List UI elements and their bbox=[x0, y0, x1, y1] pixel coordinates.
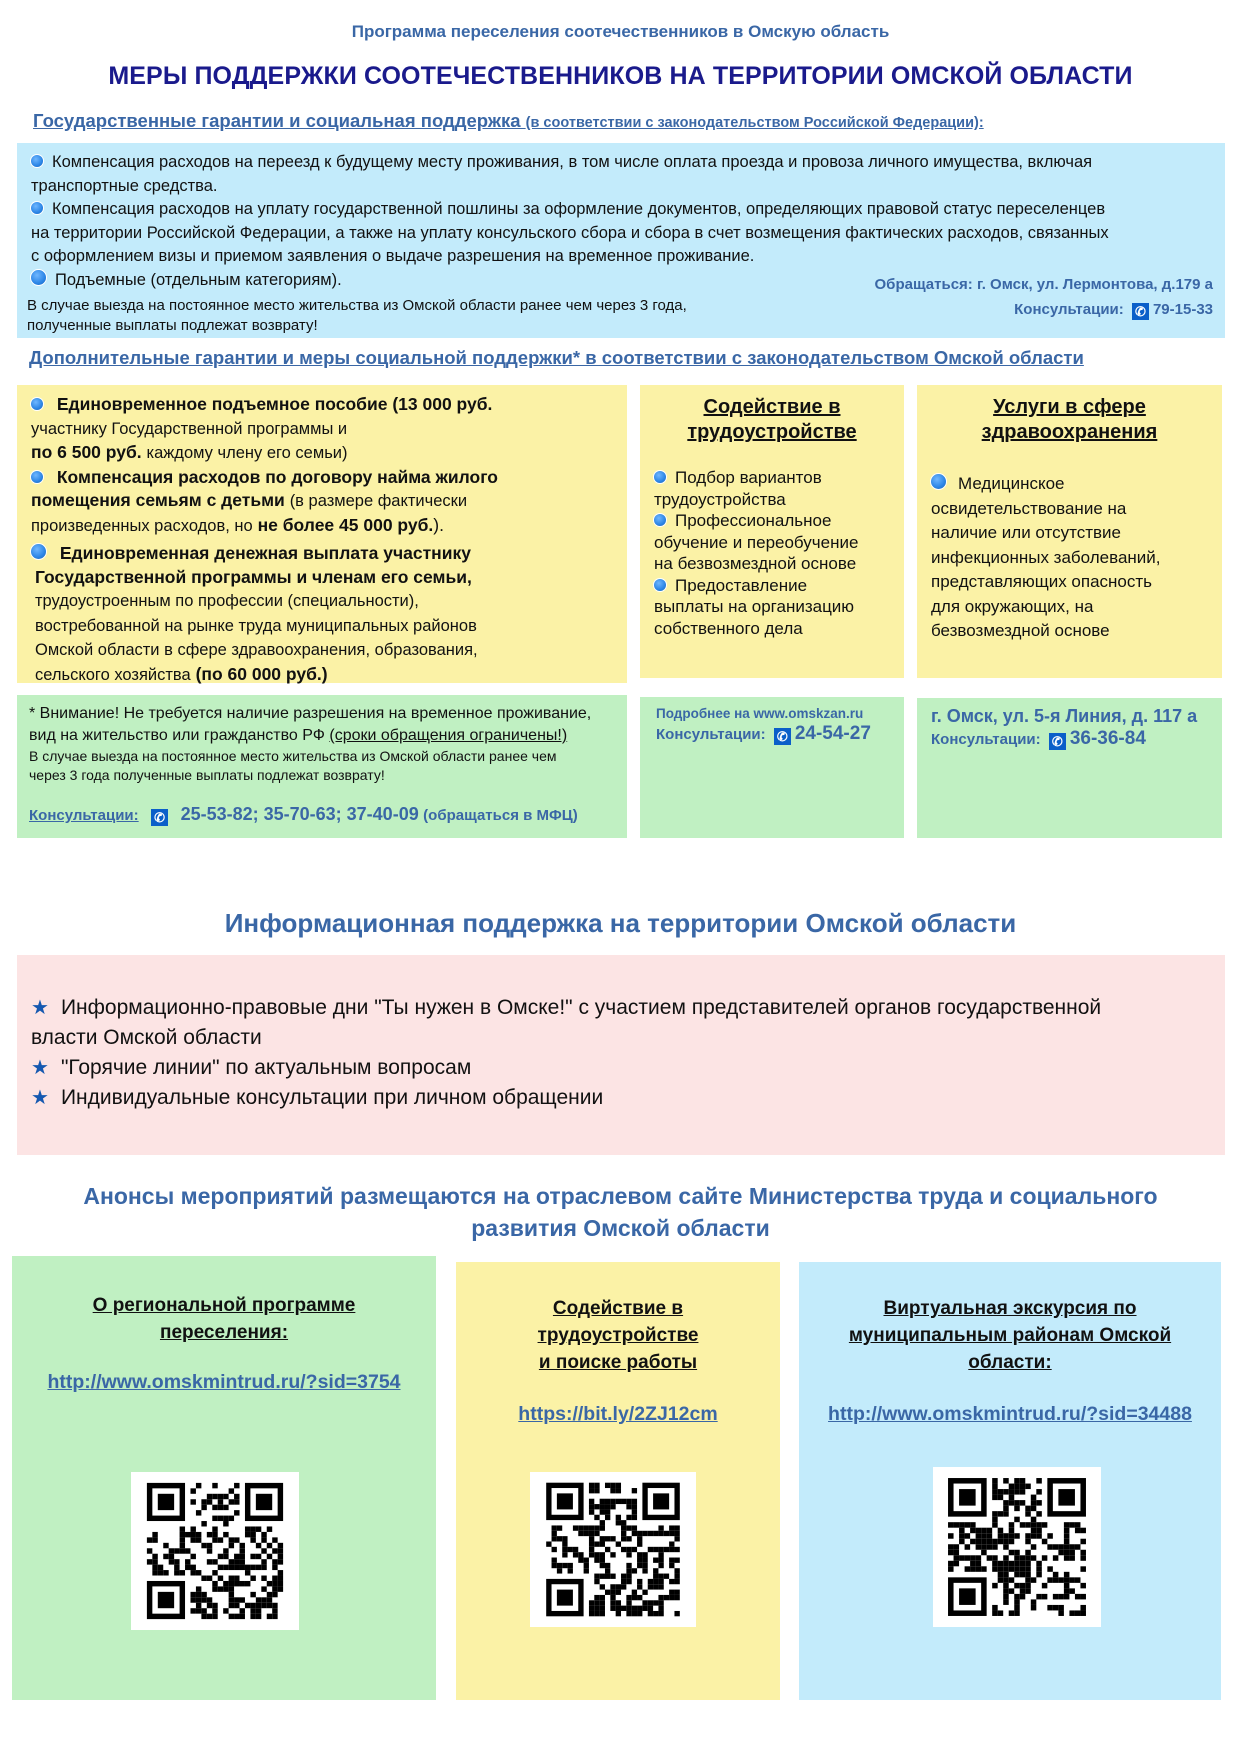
payment-title: Единовременное подъемное пособие bbox=[56, 394, 388, 414]
health-consult bbox=[931, 728, 1208, 750]
employment-item-text: трудоустройства bbox=[654, 489, 786, 509]
payment-text: сельского хозяйства bbox=[35, 665, 191, 684]
announcements-heading bbox=[0, 1180, 1241, 1244]
notice-refund bbox=[29, 747, 615, 785]
bullet-icon bbox=[654, 579, 666, 591]
notice-line: через 3 года полученные выплаты подлежат возврату! bbox=[29, 767, 385, 783]
payment-title: помещения семьям с детьми bbox=[31, 490, 285, 510]
qr-code-icon[interactable] bbox=[933, 1467, 1101, 1627]
payment-text: ). bbox=[433, 514, 444, 535]
federal-item-text: на территории Российской Федерации, а также на уплату консульского сбора и сбора в счет возмещения фактических расходов, связанных bbox=[31, 223, 1109, 242]
federal-consult bbox=[875, 297, 1213, 322]
federal-heading-note: (в соответствии с законодательством Российской Федерации): bbox=[525, 115, 984, 131]
link-title-line: и поиске работы bbox=[538, 1352, 698, 1373]
payment-amount: по 6 500 руб. bbox=[31, 442, 142, 462]
payment-title: Единовременная денежная выплата участнику bbox=[59, 543, 471, 563]
link-title-line: Содействие в bbox=[552, 1298, 684, 1319]
employment-title bbox=[640, 395, 904, 445]
employment-item-text: выплаты на организацию bbox=[654, 597, 855, 616]
link-title-line: области: bbox=[968, 1352, 1052, 1373]
info-support-heading: Информационная поддержка на территории Омской области bbox=[224, 908, 1017, 938]
info-item-text: "Горячие линии" по актуальным вопросам bbox=[60, 1056, 472, 1079]
program-subtitle: Программа переселения соотечественников в Омскую область bbox=[351, 22, 890, 41]
link-card-program bbox=[12, 1256, 436, 1700]
consult-label: Консультации: bbox=[29, 807, 139, 824]
regional-payments-box bbox=[17, 385, 627, 683]
notice-box bbox=[17, 695, 627, 838]
health-line: представляющих опасность bbox=[931, 572, 1153, 591]
payment-text: (в размере фактически bbox=[289, 492, 468, 510]
employment-title-line: Содействие в bbox=[703, 396, 841, 418]
star-icon: ★ bbox=[31, 1087, 49, 1109]
bullet-icon bbox=[31, 471, 43, 483]
employment-item bbox=[654, 467, 890, 510]
info-item bbox=[31, 993, 1211, 1053]
employment-list bbox=[640, 445, 904, 639]
bullet-icon bbox=[31, 270, 46, 285]
federal-support-box bbox=[17, 143, 1225, 338]
employment-item-text: Подбор вариантов bbox=[675, 468, 822, 487]
qr-code-icon[interactable] bbox=[131, 1472, 299, 1630]
federal-item bbox=[31, 269, 342, 293]
employment-website-link[interactable]: Подробнее на www.omskzan.ru bbox=[656, 706, 864, 721]
link-title-line: переселения: bbox=[159, 1322, 289, 1343]
mfc-phones[interactable]: 25-53-82; 35-70-63; 37-40-09 bbox=[180, 804, 419, 824]
federal-item-text: Компенсация расходов на уплату государственной пошлины за оформление документов, определяющих правовой статус переселенцев bbox=[52, 200, 1106, 218]
regional-section-heading: Дополнительные гарантии и меры социальной поддержки* в соответствии с законодательством Омской области bbox=[29, 347, 1084, 368]
health-contact-box bbox=[917, 698, 1222, 838]
announcements-heading-line: Анонсы мероприятий размещаются на отраслевом сайте Министерства труда и социального bbox=[83, 1183, 1158, 1209]
info-item-text: Информационно-правовые дни "Ты нужен в Омске!" с участием представителей органов государственной bbox=[60, 996, 1102, 1019]
info-item bbox=[31, 1053, 1211, 1083]
federal-item-text: Компенсация расходов на переезд к будущему месту проживания, в том числе оплата проезда и провоза личного имущества, включая bbox=[52, 153, 1093, 171]
phone-icon: ✆ bbox=[1132, 303, 1149, 320]
phone-icon: ✆ bbox=[774, 728, 791, 745]
health-title bbox=[917, 395, 1222, 445]
notice-consult bbox=[29, 804, 615, 826]
employment-contact-box bbox=[640, 697, 904, 838]
bullet-icon bbox=[31, 398, 43, 410]
employment-phone[interactable]: 24-54-27 bbox=[794, 723, 871, 744]
link-card-title bbox=[799, 1295, 1221, 1376]
employment-item bbox=[654, 510, 890, 575]
payment-text: востребованной на рынке труда муниципальных районов bbox=[35, 616, 477, 635]
payment-amount: не более 45 000 руб. bbox=[257, 514, 434, 535]
health-line: Медицинское bbox=[958, 474, 1065, 493]
health-line: для окружающих, на bbox=[931, 596, 1094, 616]
deadline-link[interactable]: (сроки обращения ограничены!) bbox=[329, 727, 568, 744]
consult-label: Консультации: bbox=[656, 726, 766, 743]
payment-item bbox=[31, 393, 613, 466]
employment-item bbox=[654, 575, 890, 640]
qr-code-icon[interactable] bbox=[530, 1472, 696, 1627]
employment-item-text: Профессиональное bbox=[675, 511, 832, 530]
employment-item-text: обучение и переобучение bbox=[654, 532, 859, 552]
link-card-title bbox=[12, 1292, 436, 1346]
payment-text: Омской области в сфере здравоохранения, образования, bbox=[35, 641, 478, 659]
employment-item-text: собственного дела bbox=[654, 618, 803, 638]
employment-item-text: Предоставление bbox=[675, 575, 808, 595]
notice-line: вид на жительство или гражданство РФ bbox=[29, 727, 325, 744]
health-line: освидетельствование на bbox=[931, 498, 1127, 518]
consult-label: Консультации: bbox=[1014, 301, 1124, 318]
payment-text: каждому члену его семьи) bbox=[146, 444, 348, 462]
payment-text: произведенных расходов, но bbox=[31, 516, 253, 535]
payment-amount: (13 000 руб. bbox=[392, 394, 493, 414]
employment-consult bbox=[656, 723, 888, 745]
federal-item-text: с оформлением визы и приемом заявления о выдаче разрешения на временное проживание. bbox=[31, 247, 755, 265]
federal-contacts bbox=[875, 272, 1213, 322]
health-line: наличие или отсутствие bbox=[931, 523, 1121, 542]
link-title-line: муниципальным районам Омской bbox=[848, 1325, 1172, 1346]
federal-address: Обращаться: г. Омск, ул. Лермонтова, д.179 а bbox=[874, 276, 1213, 293]
info-support-box bbox=[17, 955, 1225, 1155]
refund-note-line: В случае выезда на постоянное место жительства из Омской области ранее чем через 3 года, bbox=[27, 297, 687, 314]
link-card-title bbox=[456, 1295, 780, 1376]
link-card-employment bbox=[456, 1262, 780, 1700]
payment-item bbox=[31, 542, 613, 687]
page-title: МЕРЫ ПОДДЕРЖКИ СООТЕЧЕСТВЕННИКОВ НА ТЕРРИТОРИИ ОМСКОЙ ОБЛАСТИ bbox=[108, 62, 1133, 90]
info-item-text: власти Омской области bbox=[31, 1026, 262, 1049]
health-title-line: Услуги в сфере bbox=[993, 396, 1146, 418]
payment-item bbox=[31, 466, 613, 539]
bullet-icon bbox=[654, 514, 666, 526]
health-phone[interactable]: 36-36-84 bbox=[1069, 728, 1146, 749]
notice-line: В случае выезда на постоянное место жительства из Омской области ранее чем bbox=[29, 748, 557, 764]
federal-heading-text: Государственные гарантии и социальная поддержка bbox=[33, 110, 521, 131]
federal-item bbox=[31, 151, 1092, 198]
bullet-icon bbox=[654, 471, 666, 483]
bullet-icon bbox=[31, 544, 46, 559]
payment-title: Компенсация расходов по договору найма жилого bbox=[56, 466, 498, 487]
notice-line: * Внимание! Не требуется наличие разрешения на временное проживание, bbox=[29, 705, 592, 722]
federal-section-heading bbox=[33, 110, 984, 132]
star-icon: ★ bbox=[31, 1057, 49, 1079]
health-text bbox=[917, 445, 1222, 644]
link-title-line: трудоустройстве bbox=[537, 1325, 699, 1346]
mfc-note: (обращаться в МФЦ) bbox=[423, 807, 578, 824]
employment-title-line: трудоустройстве bbox=[687, 421, 857, 443]
federal-item-text: транспортные средства. bbox=[31, 176, 218, 195]
link-title-line: Виртуальная экскурсия по bbox=[883, 1298, 1137, 1319]
payment-text: трудоустроенным по профессии (специальности), bbox=[35, 592, 419, 610]
payment-title: Государственной программы и членам его семьи, bbox=[35, 566, 472, 587]
employment-item-text: на безвозмездной основе bbox=[654, 554, 857, 573]
health-line: инфекционных заболеваний, bbox=[931, 547, 1161, 567]
link-card-virtual-tour bbox=[799, 1262, 1221, 1700]
federal-item bbox=[31, 198, 1109, 269]
info-item-text: Индивидуальные консультации при личном обращении bbox=[60, 1086, 604, 1109]
payment-text: участнику Государственной программы и bbox=[31, 419, 348, 438]
refund-note-line: полученные выплаты подлежат возврату! bbox=[27, 317, 318, 334]
star-icon: ★ bbox=[31, 997, 49, 1019]
job-search-url-link[interactable]: https://bit.ly/2ZJ12cm bbox=[518, 1403, 718, 1425]
health-line: безвозмездной основе bbox=[931, 621, 1110, 640]
bullet-icon bbox=[31, 202, 43, 214]
info-item bbox=[31, 1083, 1211, 1113]
notice-text bbox=[29, 703, 615, 747]
bullet-icon bbox=[931, 474, 946, 489]
phone-icon: ✆ bbox=[1049, 733, 1066, 750]
announcements-heading-line: развития Омской области bbox=[471, 1215, 770, 1241]
phone-icon: ✆ bbox=[151, 809, 168, 826]
federal-item-text: Подъемные (отдельным категориям). bbox=[55, 271, 342, 289]
employment-box bbox=[640, 385, 904, 678]
virtual-tour-url-link[interactable]: http://www.omskmintrud.ru/?sid=34488 bbox=[828, 1403, 1192, 1425]
health-address: г. Омск, ул. 5-я Линия, д. 117 а bbox=[931, 706, 1198, 726]
payment-amount: (по 60 000 руб.) bbox=[195, 663, 328, 684]
refund-note bbox=[27, 296, 687, 336]
federal-phone[interactable]: 79-15-33 bbox=[1152, 301, 1213, 318]
health-title-line: здравоохранения bbox=[981, 421, 1158, 443]
program-url-link[interactable]: http://www.omskmintrud.ru/?sid=3754 bbox=[47, 1371, 401, 1393]
health-box bbox=[917, 385, 1222, 678]
bullet-icon bbox=[31, 155, 43, 167]
link-title-line: О региональной программе bbox=[92, 1295, 356, 1316]
consult-label: Консультации: bbox=[931, 731, 1041, 748]
